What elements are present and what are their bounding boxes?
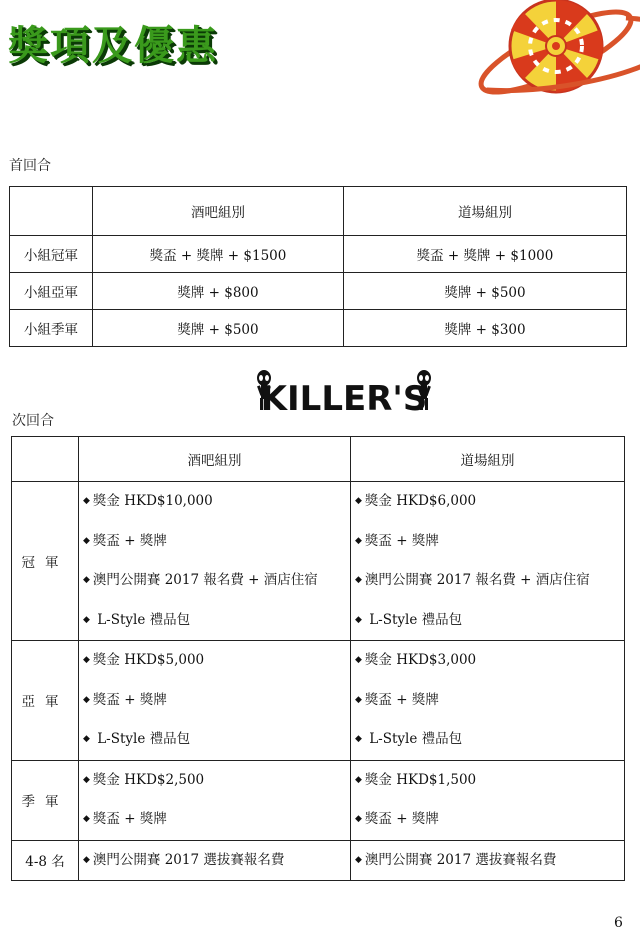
prize-text: 獎盃 + 獎牌 bbox=[92, 691, 167, 708]
prize-line bbox=[355, 601, 624, 641]
table-header-cell: 酒吧組別 bbox=[79, 437, 351, 482]
diamond-bullet-icon: ◆ bbox=[355, 575, 362, 585]
prize-line bbox=[355, 800, 624, 840]
prize-text: 獎盃 + 獎牌 bbox=[92, 532, 167, 549]
table-row bbox=[12, 760, 625, 840]
prize-line bbox=[83, 761, 350, 801]
prize-text: L-Style 禮品包 bbox=[364, 611, 463, 628]
diamond-bullet-icon: ◆ bbox=[83, 655, 90, 665]
diamond-bullet-icon: ◆ bbox=[83, 535, 90, 546]
dojo-prize-cell: 獎牌 + $500 bbox=[344, 273, 627, 310]
prize-line bbox=[83, 561, 350, 601]
prize-line bbox=[83, 841, 350, 881]
dojo-prize-cell: 獎牌 + $300 bbox=[344, 310, 627, 347]
table-header-cell bbox=[10, 187, 93, 236]
prize-text: 獎金 HKD$6,000 bbox=[364, 493, 477, 509]
prize-line bbox=[83, 641, 350, 681]
dojo-prize-cell bbox=[351, 641, 625, 761]
diamond-bullet-icon: ◆ bbox=[355, 734, 362, 744]
diamond-bullet-icon: ◆ bbox=[83, 814, 90, 824]
rank-cell: 冠軍 bbox=[12, 482, 79, 641]
prize-line bbox=[355, 841, 624, 881]
rank-cell: 季軍 bbox=[12, 760, 79, 840]
round2-table bbox=[11, 436, 625, 881]
dartboard-planet-icon bbox=[470, 0, 640, 100]
diamond-bullet-icon: ◆ bbox=[355, 614, 362, 625]
dojo-prize-cell bbox=[351, 482, 625, 641]
round1-label: 首回合 bbox=[9, 158, 51, 174]
prize-line bbox=[355, 641, 624, 681]
diamond-bullet-icon: ◆ bbox=[355, 535, 362, 546]
prize-line bbox=[355, 761, 624, 801]
table-header-cell: 道場組別 bbox=[344, 187, 627, 236]
bar-prize-cell bbox=[79, 840, 351, 881]
prize-text: 澳門公開賽 2017 選拔賽報名費 bbox=[92, 851, 285, 868]
table-row bbox=[10, 236, 627, 273]
prize-text: 獎金 HKD$1,500 bbox=[364, 771, 477, 788]
diamond-bullet-icon: ◆ bbox=[355, 694, 362, 705]
prize-line bbox=[355, 561, 624, 601]
killers-logo bbox=[254, 364, 434, 420]
diamond-bullet-icon: ◆ bbox=[83, 854, 90, 865]
prize-text: 澳門公開賽 2017 選拔賽報名費 bbox=[364, 851, 557, 868]
diamond-bullet-icon: ◆ bbox=[355, 655, 362, 665]
table-header-row bbox=[10, 187, 627, 236]
round1-table bbox=[9, 186, 627, 347]
prize-line bbox=[83, 681, 350, 721]
diamond-bullet-icon: ◆ bbox=[83, 734, 90, 744]
page-title: 獎項及優惠 bbox=[8, 22, 218, 69]
prize-text: 獎盃 + 獎牌 bbox=[364, 691, 439, 708]
table-row bbox=[12, 482, 625, 641]
prize-line bbox=[83, 601, 350, 641]
table-row bbox=[10, 310, 627, 347]
prize-line bbox=[83, 482, 350, 522]
prize-line bbox=[83, 720, 350, 760]
prize-text: 獎盃 + 獎牌 bbox=[364, 532, 439, 549]
prize-line bbox=[355, 681, 624, 721]
prize-line bbox=[355, 482, 624, 522]
diamond-bullet-icon: ◆ bbox=[83, 694, 90, 705]
rank-cell: 亞軍 bbox=[12, 641, 79, 761]
prize-text: 獎金 HKD$10,000 bbox=[92, 493, 213, 509]
prize-line bbox=[355, 522, 624, 562]
prize-text: L-Style 禮品包 bbox=[92, 731, 191, 747]
dojo-prize-cell bbox=[351, 840, 625, 881]
prize-text: L-Style 禮品包 bbox=[92, 611, 191, 628]
table-header-cell bbox=[12, 437, 79, 482]
bar-prize-cell: 獎牌 + $500 bbox=[93, 310, 344, 347]
table-row bbox=[12, 641, 625, 761]
diamond-bullet-icon: ◆ bbox=[83, 614, 90, 625]
table-row bbox=[10, 273, 627, 310]
prize-text: 獎金 HKD$2,500 bbox=[92, 771, 205, 788]
diamond-bullet-icon: ◆ bbox=[83, 575, 90, 585]
page-number: 6 bbox=[614, 915, 623, 931]
bar-prize-cell: 獎牌 + $800 bbox=[93, 273, 344, 310]
prize-line bbox=[83, 522, 350, 562]
bar-prize-cell bbox=[79, 641, 351, 761]
diamond-bullet-icon: ◆ bbox=[83, 496, 90, 506]
prize-text: L-Style 禮品包 bbox=[364, 731, 463, 747]
prize-line bbox=[83, 800, 350, 840]
table-row bbox=[12, 840, 625, 881]
table-header-cell: 酒吧組別 bbox=[93, 187, 344, 236]
rank-cell: 小組季軍 bbox=[10, 310, 93, 347]
prize-line bbox=[355, 720, 624, 760]
prize-text: 澳門公開賽 2017 報名費 + 酒店住宿 bbox=[92, 572, 318, 588]
logo-text: KILLER'S bbox=[260, 379, 428, 419]
dojo-prize-cell bbox=[351, 760, 625, 840]
bar-prize-cell: 獎盃 + 獎牌 + $1500 bbox=[93, 236, 344, 273]
bar-prize-cell bbox=[79, 760, 351, 840]
diamond-bullet-icon: ◆ bbox=[355, 814, 362, 824]
prize-text: 獎金 HKD$5,000 bbox=[92, 652, 205, 668]
table-header-cell: 道場組別 bbox=[351, 437, 625, 482]
dojo-prize-cell: 獎盃 + 獎牌 + $1000 bbox=[344, 236, 627, 273]
rank-cell: 小組亞軍 bbox=[10, 273, 93, 310]
bar-prize-cell bbox=[79, 482, 351, 641]
diamond-bullet-icon: ◆ bbox=[83, 774, 90, 785]
table-header-row bbox=[12, 437, 625, 482]
round2-label: 次回合 bbox=[12, 413, 54, 429]
rank-cell: 4-8 名 bbox=[12, 840, 79, 881]
prize-text: 獎盃 + 獎牌 bbox=[92, 811, 167, 827]
prize-text: 澳門公開賽 2017 報名費 + 酒店住宿 bbox=[364, 572, 590, 588]
rank-cell: 小組冠軍 bbox=[10, 236, 93, 273]
diamond-bullet-icon: ◆ bbox=[355, 496, 362, 506]
prize-text: 獎盃 + 獎牌 bbox=[364, 811, 439, 827]
diamond-bullet-icon: ◆ bbox=[355, 854, 362, 865]
prize-text: 獎金 HKD$3,000 bbox=[364, 652, 477, 668]
diamond-bullet-icon: ◆ bbox=[355, 774, 362, 785]
